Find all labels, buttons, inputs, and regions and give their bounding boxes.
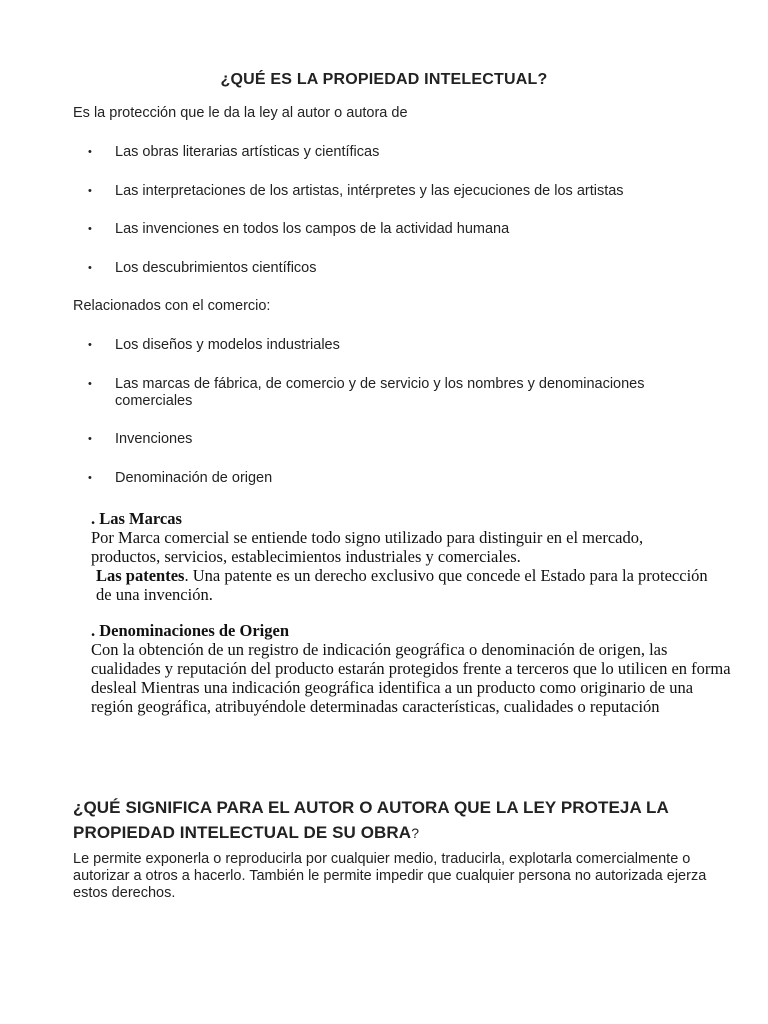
list-item-text: Invenciones [115,431,193,447]
list-item-text: Las interpretaciones de los artistas, intérpretes y las ejecuciones de los artistas [115,183,624,199]
question-heading [73,795,723,846]
page-title: ¿QUÉ ES LA PROPIEDAD INTELECTUAL? [220,71,548,88]
related-label: Relacionados con el comercio: [73,298,271,314]
marcas-heading: . Las Marcas [91,509,182,528]
answer-text: Le permite exponerla o reproducirla por cualquier medio, traducirla, explotarla comercialmente o autorizar a otros a hacerlo. También le permite impedir que cualquier persona no autorizada ejerza estos derechos. [73,851,707,901]
bullet-icon: • [88,223,92,235]
list-item-text: Los descubrimientos científicos [115,260,317,276]
question-mark: ? [411,825,420,841]
patentes-heading: Las patentes [96,566,185,585]
denominaciones-section [91,621,731,716]
patentes-paragraph [91,566,711,604]
bullet-icon: • [88,378,92,390]
bullet-icon: • [88,185,92,197]
denominaciones-text: Con la obtención de un registro de indicación geográfica o denominación de origen, las cualidades y reputación del producto estarán protegidos frente a terceros que lo utilicen en forma desleal Mientras una indicación geográfica identifica a un producto como originario de una región geográfica, atribuyéndole determinadas características, cualidades o reputación [91,640,731,716]
bullet-icon: • [88,472,92,484]
intro-text: Es la protección que le da la ley al autor o autora de [73,105,408,121]
list-item-text: Denominación de origen [115,470,273,486]
list-item-text: Las obras literarias artísticas y científicas [115,144,380,160]
bullet-icon: • [88,146,92,158]
patentes-text: . Una patente es un derecho exclusivo que concede el Estado para la protección de una invención. [96,566,708,604]
question-heading-text: ¿QUÉ SIGNIFICA PARA EL AUTOR O AUTORA QUE LA LEY PROTEJA LA PROPIEDAD INTELECTUAL DE SU OBRA [73,798,669,842]
marcas-section [91,509,711,604]
list-item-text: Las marcas de fábrica, de comercio y de servicio y los nombres y denominaciones comerciales [115,376,645,409]
bullet-icon: • [88,339,92,351]
denominaciones-heading: . Denominaciones de Origen [91,621,289,640]
bullet-icon: • [88,433,92,445]
list-item-text: Las invenciones en todos los campos de la actividad humana [115,221,510,237]
marcas-text: Por Marca comercial se entiende todo signo utilizado para distinguir en el mercado, productos, servicios, establecimientos industriales y comerciales. [91,528,644,566]
bullet-icon: • [88,262,92,274]
list-item-text: Los diseños y modelos industriales [115,337,340,353]
